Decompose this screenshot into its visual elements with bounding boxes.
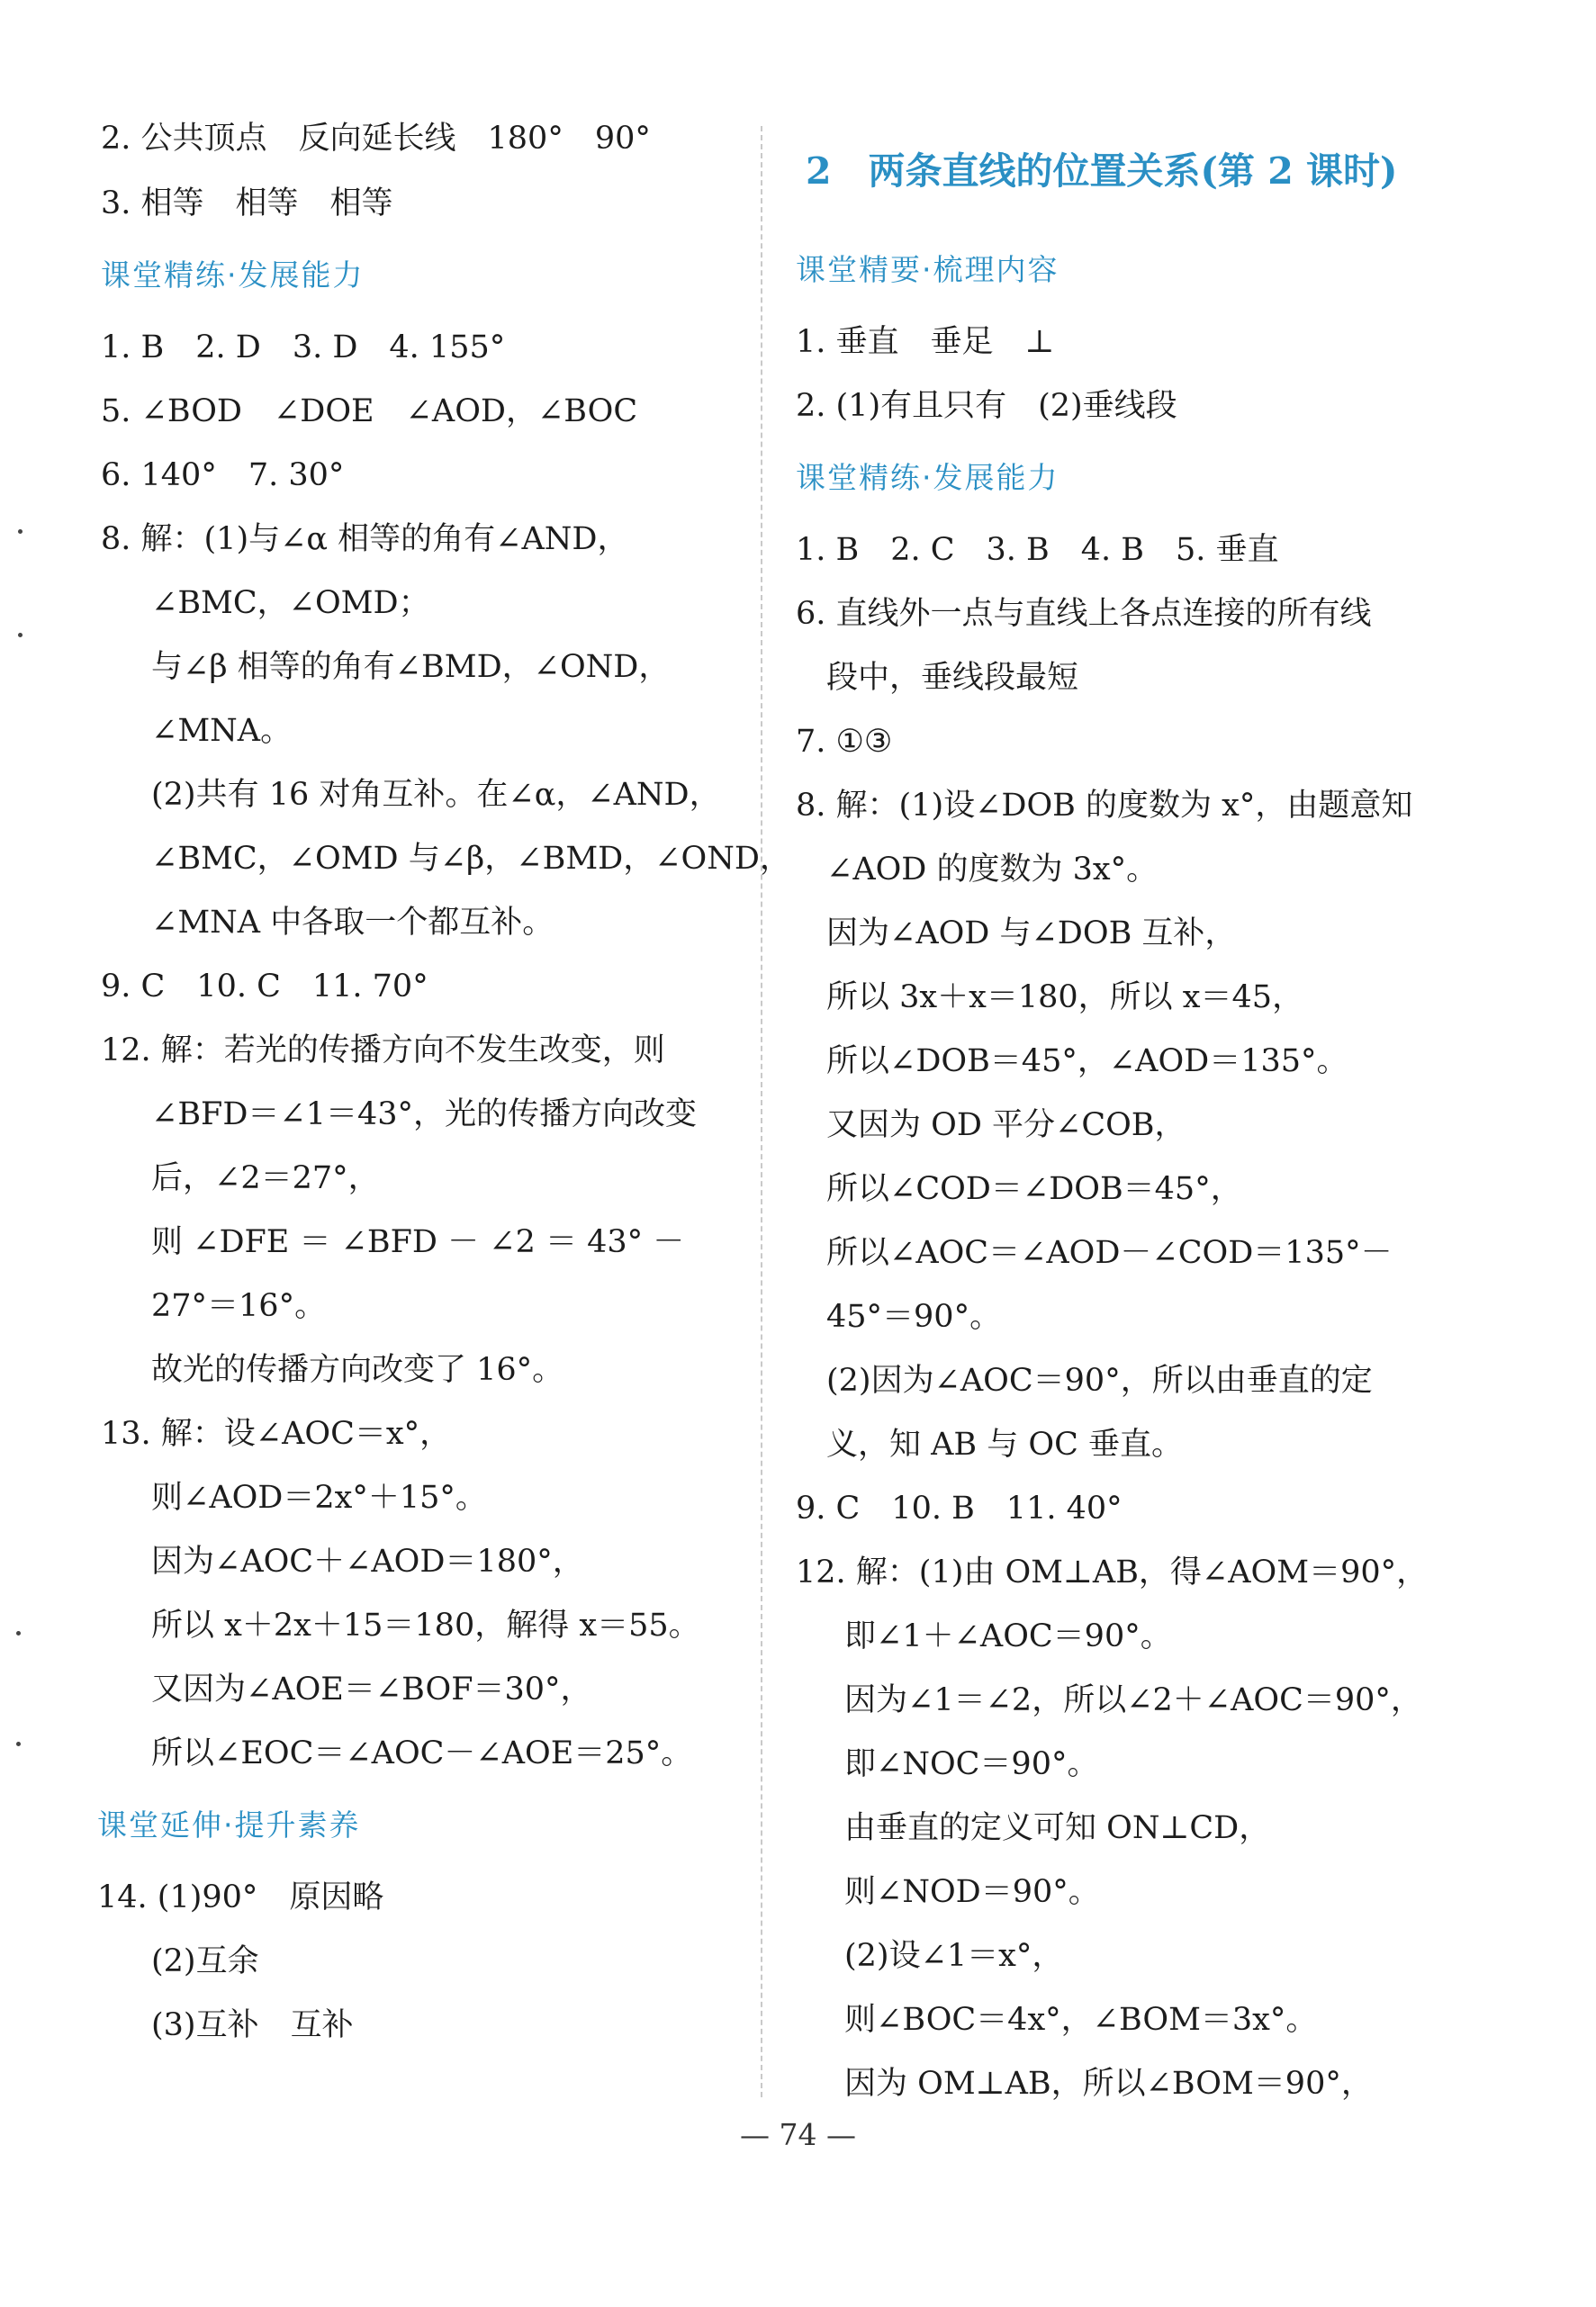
scan-speck: [16, 1742, 21, 1746]
answer-line: 8. 解：(1)设∠DOB 的度数为 x°，由题意知: [796, 788, 1413, 824]
section-heading: 课堂延伸·提升素养: [97, 1807, 361, 1843]
section-heading: 课堂精练·发展能力: [101, 257, 365, 293]
answer-line: 1. B 2. C 3. B 4. B 5. 垂直: [796, 532, 1279, 568]
answer-line: 又因为 OD 平分∠COB，: [826, 1107, 1186, 1143]
answer-line: 1. 垂直 垂足 ⊥: [796, 324, 1055, 360]
section-heading: 课堂精要·梳理内容: [796, 252, 1059, 287]
answer-line: 义，知 AB 与 OC 垂直。: [826, 1427, 1183, 1463]
answer-line: 则∠NOD＝90°。: [844, 1874, 1100, 1910]
answer-line: ∠AOD 的度数为 3x°。: [826, 852, 1159, 888]
answer-line: 由垂直的定义可知 ON⊥CD，: [844, 1810, 1271, 1846]
scan-speck: [18, 529, 23, 534]
answer-line: 9. C 10. C 11. 70°: [101, 969, 428, 1005]
answer-line: 则∠AOD＝2x°＋15°。: [151, 1480, 487, 1516]
answer-line: 后，∠2＝27°，: [151, 1160, 380, 1196]
answer-line: (2)共有 16 对角互补。在∠α，∠AND，: [151, 777, 721, 813]
answer-line: ∠MNA 中各取一个都互补。: [151, 905, 555, 941]
column-divider: [761, 126, 762, 2097]
answer-line: 45°＝90°。: [826, 1299, 1002, 1335]
answer-line: ∠MNA。: [151, 713, 293, 749]
scan-speck: [16, 1631, 21, 1636]
answer-line: 7. ①③: [796, 724, 893, 760]
section-heading: 课堂精练·发展能力: [796, 460, 1059, 495]
answer-line: (2)因为∠AOC＝90°，所以由垂直的定: [826, 1363, 1373, 1399]
answer-line: 段中，垂线段最短: [826, 660, 1079, 696]
answer-line: 8. 解：(1)与∠α 相等的角有∠AND，: [101, 521, 629, 557]
answer-line: 6. 140° 7. 30°: [101, 457, 345, 493]
answer-line: 13. 解：设∠AOC＝x°，: [101, 1416, 452, 1452]
answer-line: 1. B 2. D 3. D 4. 155°: [101, 329, 506, 365]
answer-line: 12. 解：(1)由 OM⊥AB，得∠AOM＝90°，: [796, 1555, 1429, 1591]
answer-line: 14. (1)90° 原因略: [97, 1879, 384, 1915]
answer-line: 因为∠1＝∠2，所以∠2＋∠AOC＝90°，: [844, 1682, 1422, 1718]
answer-line: 因为∠AOC＋∠AOD＝180°，: [151, 1544, 584, 1580]
scan-speck: [18, 633, 23, 637]
page-number: — 74 —: [740, 2117, 856, 2152]
answer-line: 故光的传播方向改变了 16°。: [151, 1352, 564, 1388]
answer-line: 12. 解：若光的传播方向不发生改变，则: [101, 1032, 665, 1068]
answer-line: 即∠1＋∠AOC＝90°。: [844, 1618, 1172, 1654]
answer-line: (3)互补 互补: [151, 2007, 354, 2043]
answer-line: 又因为∠AOE＝∠BOF＝30°，: [151, 1672, 592, 1708]
answer-line: 5. ∠BOD ∠DOE ∠AOD，∠BOC: [101, 393, 638, 429]
answer-line: (2)设∠1＝x°，: [844, 1938, 1064, 1974]
answer-line: 3. 相等 相等 相等: [101, 185, 393, 221]
answer-line: (2)互余: [151, 1943, 259, 1979]
answer-line: 则 ∠DFE ＝ ∠BFD － ∠2 ＝ 43° －: [151, 1224, 685, 1260]
answer-line: 即∠NOC＝90°。: [844, 1746, 1099, 1782]
answer-line: 所以∠DOB＝45°，∠AOD＝135°。: [826, 1043, 1348, 1079]
answer-line: ∠BMC，∠OMD 与∠β，∠BMD，∠OND，: [151, 841, 791, 877]
answer-line: ∠BFD＝∠1＝43°，光的传播方向改变: [151, 1096, 698, 1132]
answer-line: 27°＝16°。: [151, 1288, 327, 1324]
answer-line: ∠BMC，∠OMD；: [151, 585, 430, 621]
answer-line: 所以 x＋2x＋15＝180，解得 x＝55。: [151, 1608, 700, 1644]
answer-line: 所以∠AOC＝∠AOD－∠COD＝135°－: [826, 1235, 1393, 1271]
answer-line: 6. 直线外一点与直线上各点连接的所有线: [796, 596, 1372, 632]
answer-line: 2. (1)有且只有 (2)垂线段: [796, 388, 1177, 424]
answer-line: 因为∠AOD 与∠DOB 互补，: [826, 915, 1237, 951]
answer-line: 因为 OM⊥AB，所以∠BOM＝90°，: [844, 2066, 1373, 2102]
answer-line: 则∠BOC＝4x°，∠BOM＝3x°。: [844, 2002, 1318, 2038]
answer-line: 所以∠COD＝∠DOB＝45°，: [826, 1171, 1242, 1207]
answer-line: 所以∠EOC＝∠AOC－∠AOE＝25°。: [151, 1735, 693, 1771]
answer-line: 与∠β 相等的角有∠BMD，∠OND，: [151, 649, 671, 685]
answer-line: 所以 3x＋x＝180，所以 x＝45，: [826, 979, 1304, 1015]
lesson-title: 2 两条直线的位置关系(第 2 课时): [806, 149, 1398, 193]
answer-line: 2. 公共顶点 反向延长线 180° 90°: [101, 121, 651, 157]
answer-line: 9. C 10. B 11. 40°: [796, 1491, 1123, 1527]
